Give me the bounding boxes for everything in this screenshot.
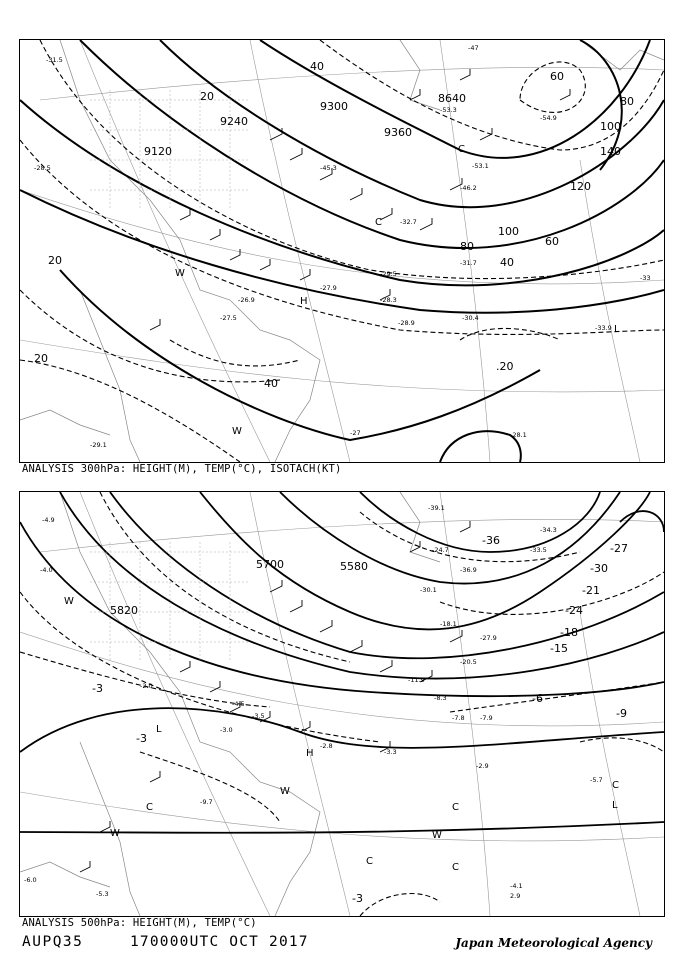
contour-label: -3 bbox=[92, 682, 103, 695]
temp-label: -2.8 bbox=[320, 742, 333, 750]
height-label: 5580 bbox=[340, 560, 368, 573]
temp-label: -6.0 bbox=[24, 876, 37, 884]
isotach-label: 60 bbox=[545, 235, 559, 248]
temp-label: -5.7 bbox=[590, 776, 603, 784]
center-label: W bbox=[175, 268, 185, 279]
temp-label: -27.9 bbox=[320, 284, 337, 292]
temp-label: -28.3 bbox=[380, 296, 397, 304]
temp-label: -53.1 bbox=[472, 162, 489, 170]
temp-label: -28.5 bbox=[34, 164, 51, 172]
contour-label: -15 bbox=[550, 642, 568, 655]
temp-label: -4.5 bbox=[232, 700, 245, 708]
center-label: W bbox=[232, 426, 242, 437]
isotach-label: 120 bbox=[570, 180, 591, 193]
temp-label: -27.5 bbox=[220, 314, 237, 322]
chart-500hpa bbox=[19, 491, 665, 917]
temp-label: -20.5 bbox=[460, 658, 477, 666]
height-label: 9240 bbox=[220, 115, 248, 128]
temp-label: -29.5 bbox=[380, 270, 397, 278]
map-500hpa bbox=[20, 492, 664, 916]
temp-label: -8.3 bbox=[434, 694, 447, 702]
contour-label: -18 bbox=[560, 626, 578, 639]
temp-label: -3.0 bbox=[220, 726, 233, 734]
center-label: C bbox=[375, 217, 382, 228]
isotach-label: 140 bbox=[600, 145, 621, 158]
valid-time: 170000UTC OCT 2017 bbox=[130, 934, 309, 950]
temp-label: -11.9 bbox=[408, 676, 425, 684]
center-label: C bbox=[146, 802, 153, 813]
center-label: L bbox=[614, 324, 620, 335]
temp-label: -45.3 bbox=[320, 164, 337, 172]
center-label: W bbox=[280, 786, 290, 797]
isotach-label: 80 bbox=[460, 240, 474, 253]
agency-name: Japan Meteorological Agency bbox=[455, 936, 652, 950]
isotach-label: 40 bbox=[500, 256, 514, 269]
product-code: AUPQ35 bbox=[22, 934, 84, 950]
temp-label: -29.1 bbox=[90, 441, 107, 449]
isotach-label: 20 bbox=[200, 90, 214, 103]
center-label: W bbox=[64, 596, 74, 607]
temp-label: -33 bbox=[640, 274, 651, 282]
temp-label: -31.7 bbox=[460, 259, 477, 267]
isotach-label: 40 bbox=[264, 377, 278, 390]
contour-label: -27 bbox=[610, 542, 628, 555]
temp-label: -7.8 bbox=[452, 714, 465, 722]
center-label: H bbox=[306, 748, 314, 759]
temp-label: -54.9 bbox=[540, 114, 557, 122]
isotach-label: .20 bbox=[496, 360, 514, 373]
temp-label: -2.9 bbox=[476, 762, 489, 770]
isotach-label: 100 bbox=[600, 120, 621, 133]
isotach-label: 60 bbox=[550, 70, 564, 83]
temp-label: -31.5 bbox=[46, 56, 63, 64]
center-label: W bbox=[110, 828, 120, 839]
temp-label: -46.2 bbox=[460, 184, 477, 192]
isotach-label: 20 bbox=[48, 254, 62, 267]
caption-300hpa: ANALYSIS 300hPa: HEIGHT(M), TEMP(°C), ISOTACH(KT) bbox=[22, 463, 342, 475]
map-300hpa bbox=[20, 40, 664, 462]
height-label: 5820 bbox=[110, 604, 138, 617]
temp-label: -28.1 bbox=[510, 431, 527, 439]
temp-label: -26.9 bbox=[238, 296, 255, 304]
contour-label: -30 bbox=[590, 562, 608, 575]
center-label: L bbox=[612, 800, 618, 811]
center-label: C bbox=[612, 780, 619, 791]
isotach-label: 40 bbox=[310, 60, 324, 73]
temp-label: -18.1 bbox=[440, 620, 457, 628]
temp-label: -4.1 bbox=[510, 882, 523, 890]
height-label: 9300 bbox=[320, 100, 348, 113]
temp-label: 2.9 bbox=[510, 892, 521, 900]
center-label: L bbox=[156, 724, 162, 735]
caption-500hpa: ANALYSIS 500hPa: HEIGHT(M), TEMP(°C) bbox=[22, 917, 257, 929]
contour-label: -21 bbox=[582, 584, 600, 597]
temp-label: -32.7 bbox=[400, 218, 417, 226]
temp-label: -34.3 bbox=[540, 526, 557, 534]
contour-label: -24 bbox=[565, 604, 583, 617]
height-label: 5700 bbox=[256, 558, 284, 571]
temp-label: -2.0 bbox=[140, 682, 153, 690]
contour-label: -6 bbox=[532, 692, 543, 705]
temp-label: -30.1 bbox=[420, 586, 437, 594]
height-label: 8640 bbox=[438, 92, 466, 105]
center-label: C bbox=[366, 856, 373, 867]
isotach-label: 100 bbox=[498, 225, 519, 238]
temp-label: -36.9 bbox=[460, 566, 477, 574]
temp-label: -24.7 bbox=[432, 546, 449, 554]
temp-label: -33.5 bbox=[530, 546, 547, 554]
temp-label: -28.9 bbox=[398, 319, 415, 327]
isotach-label: 20 bbox=[34, 352, 48, 365]
center-label: W bbox=[432, 830, 442, 841]
contour-label: -36 bbox=[482, 534, 500, 547]
temp-label: -30.4 bbox=[462, 314, 479, 322]
temp-label: -39.1 bbox=[428, 504, 445, 512]
temp-label: -4.9 bbox=[42, 516, 55, 524]
height-label: 9360 bbox=[384, 126, 412, 139]
contour-label: -3 bbox=[352, 892, 363, 905]
contour-label: -9 bbox=[616, 707, 627, 720]
chart-300hpa bbox=[19, 39, 665, 463]
temp-label: -27.9 bbox=[480, 634, 497, 642]
temp-label: -53.3 bbox=[440, 106, 457, 114]
isotach-label: 80 bbox=[620, 95, 634, 108]
contour-label: -3 bbox=[136, 732, 147, 745]
center-label: H bbox=[300, 296, 308, 307]
height-label: 9120 bbox=[144, 145, 172, 158]
temp-label: -47 bbox=[468, 44, 479, 52]
temp-label: -3.3 bbox=[384, 748, 397, 756]
temp-label: -9.7 bbox=[200, 798, 213, 806]
center-label: C bbox=[452, 802, 459, 813]
temp-label: -3.5 bbox=[252, 712, 265, 720]
center-label: C bbox=[452, 862, 459, 873]
temp-label: -4.0 bbox=[40, 566, 53, 574]
center-label: C bbox=[458, 144, 465, 155]
temp-label: -7.9 bbox=[480, 714, 493, 722]
temp-label: -5.3 bbox=[96, 890, 109, 898]
temp-label: -33.9 bbox=[595, 324, 612, 332]
temp-label: -27 bbox=[350, 429, 361, 437]
